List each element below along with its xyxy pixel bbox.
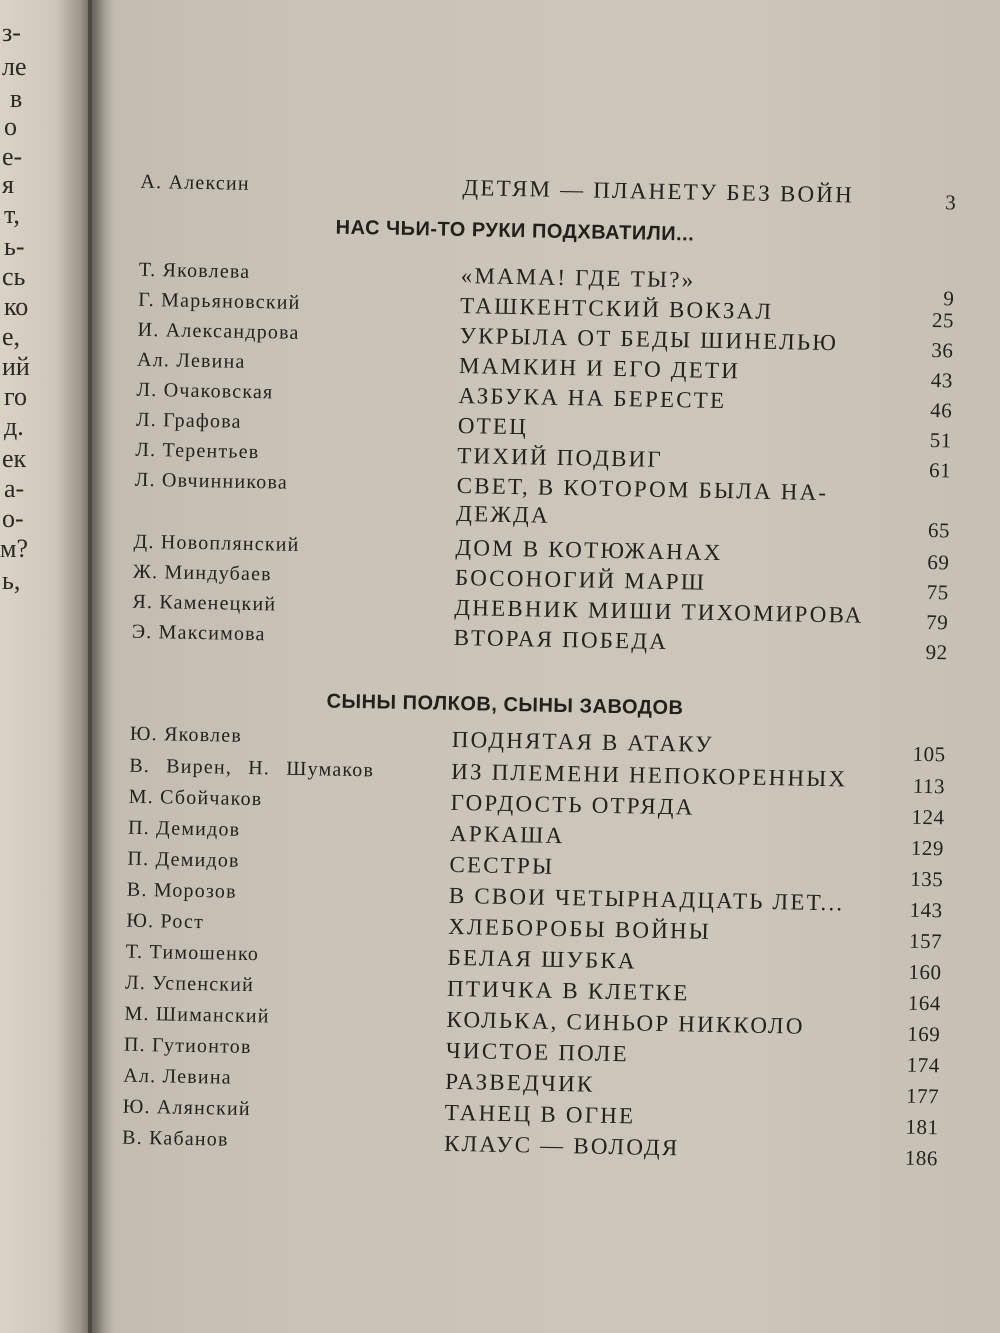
toc-author: А. Алексин (140, 170, 250, 195)
toc-author: Л. Овчинникова (134, 468, 289, 494)
toc-page-number: 25 (931, 308, 955, 333)
toc-author: Г. Марьяновский (138, 288, 301, 314)
toc-author: Э. Максимова (131, 620, 266, 646)
toc-page-number: 9 (943, 286, 955, 311)
toc-author: Л. Успенский (124, 971, 255, 997)
toc-page-number: 181 (905, 1114, 939, 1140)
left-page-text-fragment: сь (2, 262, 26, 291)
toc-author: Ал. Левина (123, 1064, 233, 1089)
toc-page-number: 36 (931, 338, 954, 363)
left-page-text-fragment: т, (4, 200, 20, 229)
toc-title: БЕЛАЯ ШУБКА (447, 944, 637, 974)
toc-author: В. Вирен, Н. Шумаков (129, 754, 375, 782)
toc-title: ИЗ ПЛЕМЕНИ НЕПОКОРЕННЫХ (451, 758, 848, 792)
left-page-text-fragment: з- (2, 18, 21, 47)
toc-title: ТАШКЕНТСКИЙ ВОКЗАЛ (459, 292, 774, 324)
toc-page-number: 143 (909, 897, 943, 923)
toc-title: ОТЕЦ (457, 412, 529, 440)
toc-author: Ю. Рост (126, 909, 205, 934)
toc-title: МАМКИН И ЕГО ДЕТИ (458, 352, 741, 384)
toc-author: В. Морозов (126, 878, 237, 903)
left-page-text-fragment: о (4, 112, 17, 141)
toc-page-number: 157 (908, 928, 943, 954)
left-page-text-fragment: ь, (2, 566, 21, 595)
toc-page-number: 75 (926, 579, 950, 605)
toc-title: СВЕТ, В КОТОРОМ БЫЛА НА- (456, 472, 829, 506)
toc-page-number: 113 (912, 773, 946, 799)
toc-title: АЗБУКА НА БЕРЕСТЕ (458, 382, 727, 414)
toc-author: П. Гутионтов (123, 1033, 252, 1059)
toc-author: Л. Очаковская (136, 378, 274, 404)
toc-page-number: 3 (945, 190, 957, 215)
table-of-contents-page (74, 0, 999, 1333)
toc-title: ВТОРАЯ ПОБЕДА (453, 624, 669, 655)
toc-author: Ал. Левина (136, 348, 246, 373)
toc-page-number: 43 (930, 368, 954, 393)
left-page-text-fragment: о- (2, 504, 24, 533)
toc-page-number: 69 (927, 549, 950, 575)
toc-author: И. Александрова (137, 318, 300, 344)
toc-title: ДОМ В КОТЮЖАНАХ (455, 534, 723, 566)
toc-title: ПОДНЯТАЯ В АТАКУ (451, 726, 714, 757)
left-page-text-fragment: ь- (4, 232, 25, 261)
toc-page-number: 164 (907, 990, 942, 1016)
toc-title-continuation: ДЕЖДА (455, 500, 551, 528)
toc-author: М. Шиманский (124, 1002, 270, 1028)
left-page-text-fragment: го (4, 382, 28, 411)
toc-author: Т. Яковлева (138, 258, 251, 283)
toc-author: Ж. Миндубаев (132, 560, 273, 586)
left-page-text-fragment: я (2, 170, 14, 199)
toc-entry-intro (96, 168, 956, 219)
left-page-text-fragment: м? (0, 534, 28, 563)
toc-author: Т. Тимошенко (125, 940, 260, 966)
toc-author: Д. Новоплянский (133, 530, 300, 556)
toc-title: ХЛЕБОРОБЫ ВОЙНЫ (448, 913, 712, 944)
toc-page-number: 65 (927, 517, 951, 543)
toc-author: П. Демидов (127, 847, 240, 872)
toc-title: В СВОИ ЧЕТЫРНАДЦАТЬ ЛЕТ... (448, 882, 845, 916)
toc-title: ГОРДОСТЬ ОТРЯДА (450, 789, 695, 820)
toc-title: ТИХИЙ ПОДВИГ (457, 442, 664, 472)
toc-title: ПТИЧКА В КЛЕТКЕ (446, 975, 690, 1006)
toc-page-number: 186 (904, 1145, 939, 1171)
toc-author: Ю. Яковлев (129, 722, 243, 747)
toc-title: АРКАША (449, 820, 565, 849)
toc-title: ЧИСТОЕ ПОЛЕ (445, 1037, 630, 1067)
section-heading: НАС ЧЬИ-ТО РУКИ ПОДХВАТИЛИ... (335, 216, 695, 246)
toc-page-number: 46 (930, 398, 953, 423)
toc-page-number: 129 (910, 835, 945, 861)
left-page-text-fragment: а- (4, 474, 25, 503)
toc-title: УКРЫЛА ОТ БЕДЫ ШИНЕЛЬЮ (459, 322, 839, 356)
toc-title: КОЛЬКА, СИНЬОР НИККОЛО (446, 1006, 805, 1039)
toc-author: П. Демидов (127, 816, 241, 841)
toc-title: РАЗВЕДЧИК (445, 1068, 595, 1097)
left-page-text-fragment: д. (4, 412, 24, 441)
toc-title: БОСОНОГИЙ МАРШ (454, 564, 707, 595)
toc-author: М. Сбойчаков (128, 785, 263, 811)
left-page-text-fragment: ко (4, 292, 29, 321)
toc-page-number: 124 (911, 804, 945, 830)
toc-page-number: 160 (908, 959, 942, 985)
toc-page-number: 174 (906, 1052, 940, 1078)
toc-title: ДЕТЯМ — ПЛАНЕТУ БЕЗ ВОЙН (462, 174, 855, 208)
toc-author: Ю. Алянский (122, 1095, 252, 1121)
toc-page-number: 135 (910, 866, 944, 892)
left-page-text-fragment: е- (2, 142, 23, 171)
toc-author: Л. Терентьев (135, 438, 260, 464)
section-heading: СЫНЫ ПОЛКОВ, СЫНЫ ЗАВОДОВ (326, 690, 684, 720)
toc-page-number: 51 (929, 428, 952, 453)
toc-page-number: 61 (928, 458, 952, 483)
toc-page-number: 177 (905, 1083, 940, 1109)
toc-author: Л. Графова (135, 408, 242, 433)
toc-title: ТАНЕЦ В ОГНЕ (444, 1099, 636, 1129)
left-page-text-fragment: е, (2, 322, 21, 351)
toc-author: В. Кабанов (121, 1126, 229, 1151)
left-page-text-fragment: ле (2, 52, 27, 81)
toc-page-number: 169 (907, 1021, 941, 1047)
toc-page-number: 105 (912, 741, 946, 767)
left-page-text-fragment: в (10, 84, 23, 113)
toc-title: ДНЕВНИК МИШИ ТИХОМИРОВА (454, 594, 864, 628)
toc-page-number: 92 (925, 639, 948, 665)
toc-title: «МАМА! ГДЕ ТЫ?» (460, 262, 696, 293)
toc-author: Я. Каменецкий (132, 590, 277, 616)
left-page-text-fragment: ек (2, 444, 27, 473)
toc-title: СЕСТРЫ (449, 851, 555, 879)
toc-page-number: 79 (925, 609, 949, 635)
left-page-text-fragment: ий (2, 352, 30, 381)
toc-title: КЛАУС — ВОЛОДЯ (443, 1130, 680, 1161)
